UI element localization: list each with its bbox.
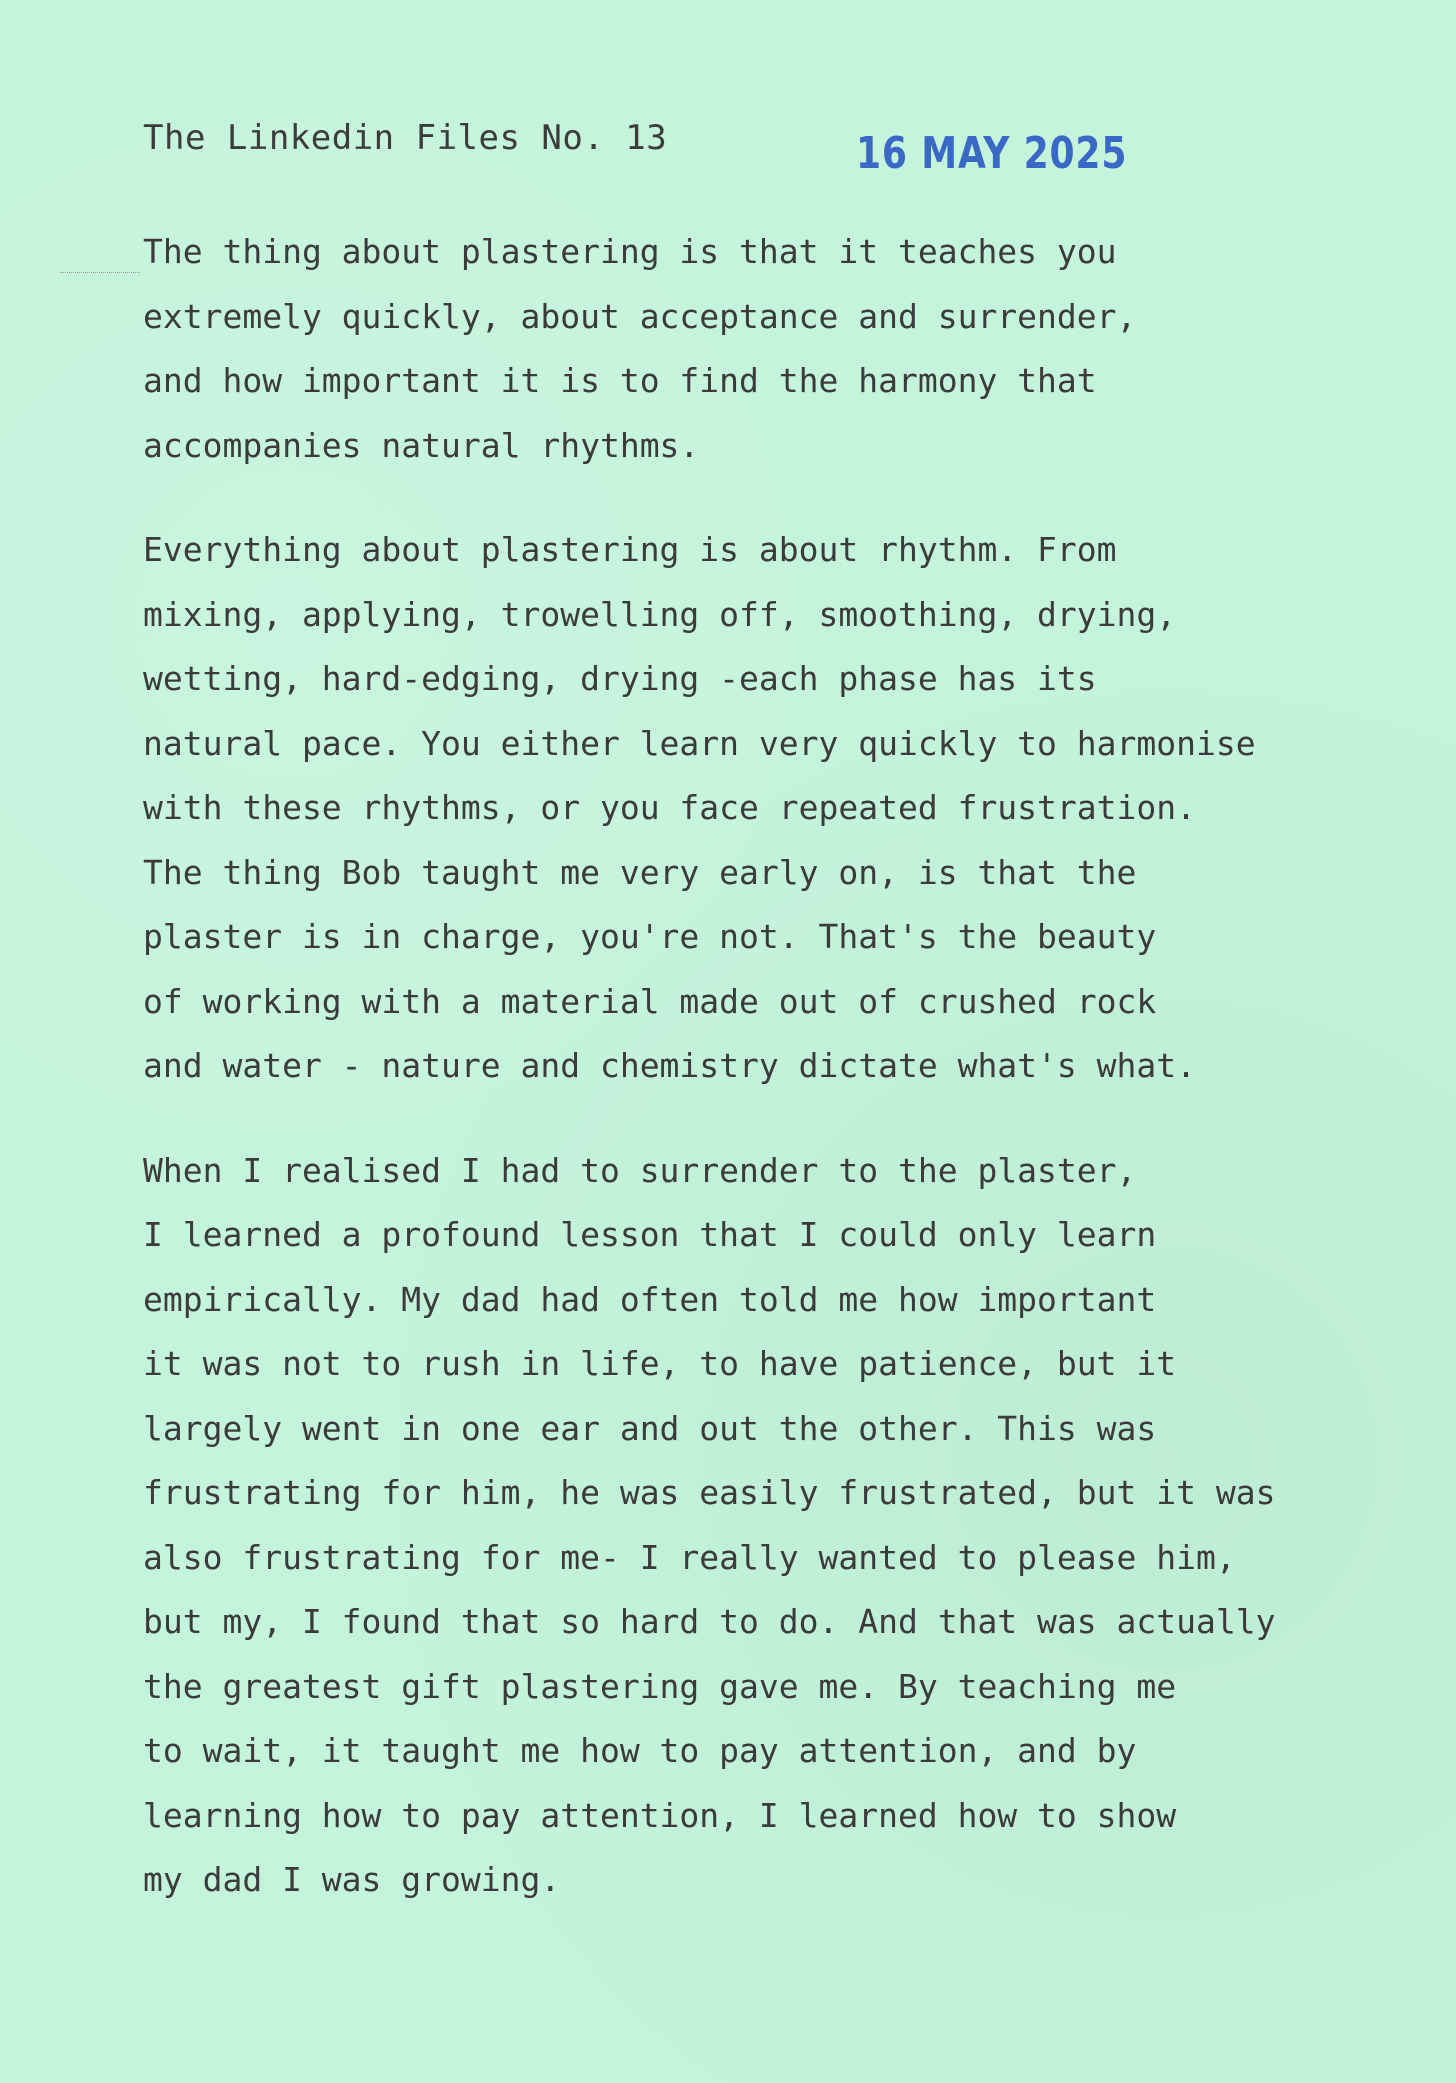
text-line: mixing, applying, trowelling off, smoothing, drying,	[143, 594, 1177, 634]
text-line: plaster is in charge, you're not. That's the beauty	[143, 917, 1157, 956]
text-line: of working with a material made out of crushed rock	[143, 981, 1157, 1021]
body-text	[143, 220, 1443, 1913]
text-line: to wait, it taught me how to pay attention, and by	[143, 1731, 1137, 1770]
text-line: Everything about plastering is about rhythm. From	[143, 530, 1117, 569]
paragraph-1	[143, 220, 1443, 478]
text-line: The thing about plastering is that it teaches you	[143, 232, 1117, 271]
text-line: with these rhythms, or you face repeated frustration.	[143, 788, 1196, 827]
margin-dot-mark	[60, 272, 140, 273]
text-line: largely went in one ear and out the other. This was	[143, 1408, 1157, 1448]
text-line: and how important it is to find the harmony that	[143, 361, 1097, 400]
text-line: learning how to pay attention, I learned how to show	[143, 1795, 1177, 1835]
paragraph-3	[143, 1139, 1443, 1913]
text-line: the greatest gift plastering gave me. By teaching me	[143, 1666, 1177, 1706]
text-line: but my, I found that so hard to do. And that was actually	[143, 1602, 1276, 1641]
text-line: empirically. My dad had often told me how important	[143, 1279, 1157, 1319]
text-line: accompanies natural rhythms.	[143, 425, 700, 465]
text-line: frustrating for him, he was easily frustrated, but it was	[143, 1473, 1276, 1512]
text-line: extremely quickly, about acceptance and surrender,	[143, 296, 1137, 336]
document-title: The Linkedin Files No. 13	[143, 118, 668, 158]
text-line: also frustrating for me- I really wanted to please him,	[143, 1537, 1236, 1577]
text-line: The thing Bob taught me very early on, is that the	[143, 852, 1137, 892]
text-line: wetting, hard-edging, drying -each phase has its	[143, 659, 1097, 698]
text-line: natural pace. You either learn very quickly to harmonise	[143, 723, 1256, 763]
paragraph-2	[143, 518, 1443, 1099]
date-stamp: 16 MAY 2025	[856, 128, 1128, 179]
text-line: my dad I was growing.	[143, 1860, 561, 1899]
text-line: and water - nature and chemistry dictate what's what.	[143, 1046, 1196, 1085]
text-line: it was not to rush in life, to have patience, but it	[143, 1344, 1177, 1383]
text-line: When I realised I had to surrender to the plaster,	[143, 1150, 1137, 1190]
text-line: I learned a profound lesson that I could only learn	[143, 1215, 1157, 1254]
